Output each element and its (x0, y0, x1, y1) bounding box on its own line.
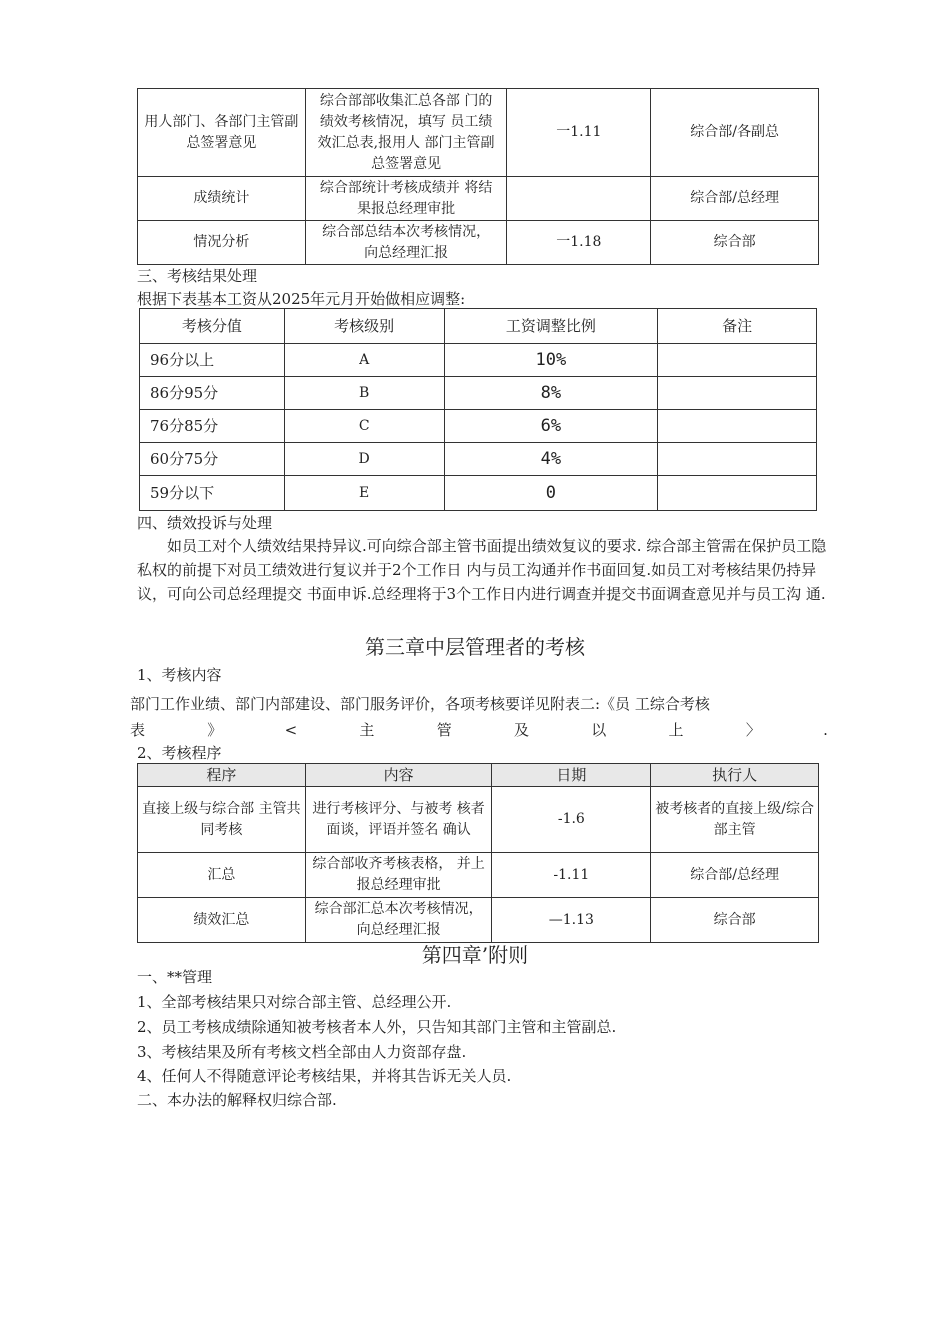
table-cell: 综合部 (651, 898, 819, 943)
table-cell: A (284, 344, 444, 377)
table-cell: 被考核者的直接上级/综合部主管 (651, 787, 819, 853)
manager-procedure-table (137, 763, 819, 943)
chapter-3-item-2: 2、考核程序 (137, 744, 222, 762)
column-header: 工资调整比例 (444, 309, 658, 344)
section-4-title: 四、绩效投诉与处理 (137, 514, 273, 532)
table-cell: 4% (444, 443, 658, 476)
text-fragment: < (284, 721, 298, 739)
table-cell: 综合部/各副总 (651, 89, 819, 177)
text-fragment: 主 (359, 721, 375, 739)
table-cell: 86分95分 (140, 377, 285, 410)
text-fragment: 及 (513, 721, 529, 739)
table-cell: 10% (444, 344, 658, 377)
table-cell (507, 177, 651, 221)
table-cell: 综合部收齐考核表格， 并上报总经理审批 (305, 853, 492, 898)
table-row (140, 377, 817, 410)
table-cell: 96分以上 (140, 344, 285, 377)
table-cell: 0 (444, 476, 658, 511)
column-header: 考核分值 (140, 309, 285, 344)
table-cell (658, 410, 817, 443)
column-header: 程序 (138, 764, 306, 787)
procedure-table-top (137, 88, 819, 265)
table-cell: 综合部统计考核成绩并 将结果报总经理审批 (305, 177, 507, 221)
table-cell: 59分以下 (140, 476, 285, 511)
table-row (138, 177, 819, 221)
table-cell: 综合部汇总本次考核情况，向总经理汇报 (305, 898, 492, 943)
table-cell: 综合部总结本次考核情况，向总经理汇报 (305, 221, 507, 265)
chapter-4-item: 1、全部考核结果只对综合部主管、总经理公开. (137, 993, 452, 1011)
table-cell: 6% (444, 410, 658, 443)
table-cell: 综合部/总经理 (651, 177, 819, 221)
table-cell: 情况分析 (138, 221, 306, 265)
table-row (138, 89, 819, 177)
table-cell: 76分85分 (140, 410, 285, 443)
chapter-4-item: 4、任何人不得随意评论考核结果，并将其告诉无关人员. (137, 1067, 512, 1085)
chapter-4-sub-2: 二、本办法的解释权归综合部. (137, 1091, 337, 1109)
text-fragment: 上 (668, 721, 684, 739)
table-row (140, 410, 817, 443)
table-cell: 综合部/总经理 (651, 853, 819, 898)
chapter-3-title: 第三章中层管理者的考核 (365, 635, 585, 659)
text-fragment: 表 (130, 721, 146, 739)
table-cell: 综合部部收集汇总各部 门的绩效考核情况，填写 员工绩效汇总表,报用人 部门主管副总签署意见 (305, 89, 507, 177)
table-header-row (138, 764, 819, 787)
table-row (140, 476, 817, 511)
table-cell (658, 476, 817, 511)
table-row (140, 344, 817, 377)
text-fragment: 〉 (745, 721, 761, 739)
table-cell (658, 344, 817, 377)
table-cell: 60分75分 (140, 443, 285, 476)
table-cell (658, 443, 817, 476)
table-cell (658, 377, 817, 410)
section-3-intro: 根据下表基本工资从2025年元月开始做相应调整: (137, 290, 466, 308)
table-row (138, 787, 819, 853)
chapter-4-item: 2、员工考核成绩除通知被考核者本人外，只告知其部门主管和主管副总. (137, 1018, 617, 1036)
text-fragment: 以 (591, 721, 607, 739)
chapter-3-item-1-body-cont (130, 719, 828, 741)
section-3-title: 三、考核结果处理 (137, 267, 258, 285)
table-row (138, 853, 819, 898)
table-row (140, 443, 817, 476)
table-cell: -1.11 (492, 853, 651, 898)
table-cell: 成绩统计 (138, 177, 306, 221)
table-cell: B (284, 377, 444, 410)
table-cell: C (284, 410, 444, 443)
table-cell: 用人部门、各部门主管副总签署意见 (138, 89, 306, 177)
text-fragment: 》 (207, 721, 223, 739)
column-header: 日期 (492, 764, 651, 787)
text-fragment: 管 (436, 721, 452, 739)
table-cell: -1.6 (492, 787, 651, 853)
column-header: 考核级别 (284, 309, 444, 344)
table-cell: E (284, 476, 444, 511)
table-cell: 直接上级与综合部 主管共同考核 (138, 787, 306, 853)
column-header: 备注 (658, 309, 817, 344)
chapter-4-sub-1: 一、**管理 (137, 968, 213, 986)
table-row (138, 898, 819, 943)
table-header-row (140, 309, 817, 344)
text-fragment: . (823, 721, 828, 739)
table-cell: 一1.11 (507, 89, 651, 177)
table-cell: D (284, 443, 444, 476)
table-row (138, 221, 819, 265)
section-4-body: 如员工对个人绩效结果持异议.可向综合部主管书面提出绩效复议的要求. 综合部主管需在保护员工隐私权的前提下对员工绩效进行复议并于2个工作日 内与员工沟通并作书面回复.如员工对考核结果仍持异议，可向公司总经理提交 书面申诉.总经理将于3个工作日内进行调查并提交书面调查意见并与员工沟 通. (137, 537, 827, 603)
table-cell: 汇总 (138, 853, 306, 898)
table-cell: 8% (444, 377, 658, 410)
table-cell: 综合部 (651, 221, 819, 265)
column-header: 执行人 (651, 764, 819, 787)
column-header: 内容 (305, 764, 492, 787)
table-cell: —1.13 (492, 898, 651, 943)
chapter-4-title: 第四章’附则 (421, 943, 529, 967)
table-cell: 一1.18 (507, 221, 651, 265)
chapter-3-item-1-body: 部门工作业绩、部门内部建设、部门服务评价，各项考核要详见附表二:《员 工综合考核 (130, 695, 710, 713)
chapter-3-item-1: 1、考核内容 (137, 666, 222, 684)
chapter-4-item: 3、考核结果及所有考核文档全部由人力资部存盘. (137, 1043, 467, 1061)
table-cell: 绩效汇总 (138, 898, 306, 943)
salary-adjustment-table (139, 308, 817, 511)
table-cell: 进行考核评分、与被考 核者面谈，评语并签名 确认 (305, 787, 492, 853)
